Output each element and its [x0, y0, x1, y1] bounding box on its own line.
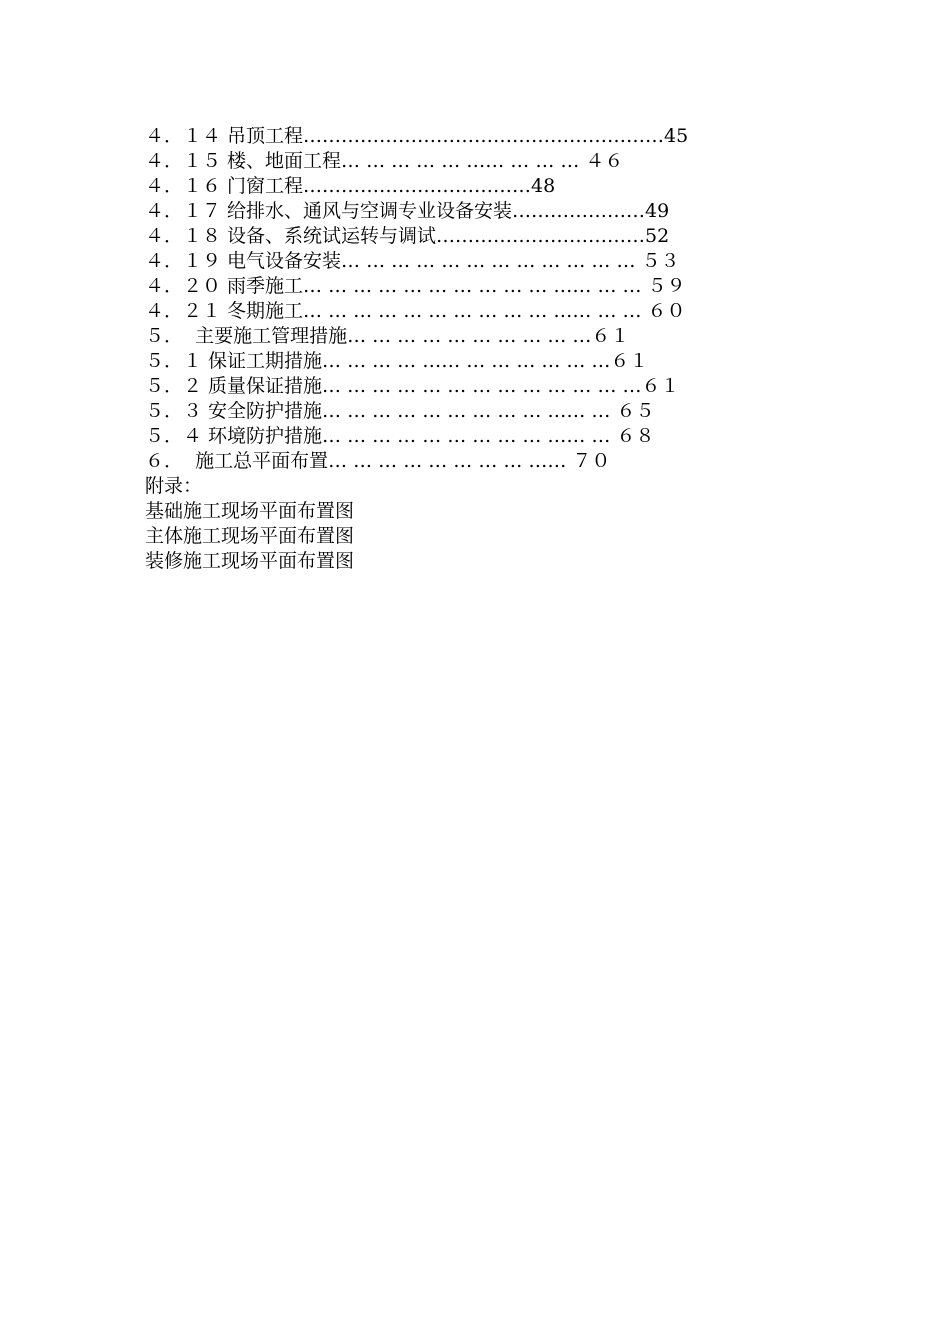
appendix-item-main-structure-layout: 主体施工现场平面布置图 — [145, 525, 355, 547]
toc-entry-4-20: ４．２０ 雨季施工… … … … … … … … … … …… … … ５９ — [145, 275, 686, 297]
toc-entry-4-15: ４．１５ 楼、地面工程… … … … … …… … … … ４６ — [145, 150, 624, 172]
toc-entry-6: ６． 施工总平面布置… … … … … … … … …… ７０ — [145, 450, 611, 472]
appendix-item-foundation-layout: 基础施工现场平面布置图 — [145, 500, 355, 522]
toc-entry-5-2: ５．２ 质量保证措施… … … … … … … … … … … … …６１ — [145, 375, 680, 397]
appendix-item-decoration-layout: 装修施工现场平面布置图 — [145, 550, 355, 572]
toc-entry-5: ５． 主要施工管理措施… … … … … … … … … …６１ — [145, 325, 630, 347]
appendix-heading: 附录： — [145, 475, 203, 497]
table-of-contents — [145, 124, 805, 574]
toc-entry-4-21: ４．２１ 冬期施工… … … … … … … … … … …… … … ６０ — [145, 300, 686, 322]
toc-entry-5-3: ５．３ 安全防护措施… … … … … … … … … …… … ６５ — [145, 400, 655, 422]
toc-entry-5-4: ５．４ 环境防护措施… … … … … … … … … …… … ６８ — [145, 425, 655, 447]
toc-entry-4-17: ４．１７ 给排水、通风与空调专业设备安装…………………49 — [145, 200, 670, 222]
toc-entry-4-18: ４．１８ 设备、系统试运转与调试……………………………52 — [145, 225, 670, 247]
toc-entry-4-14: ４．１４ 吊顶工程…………………………………………………45 — [145, 125, 689, 147]
toc-entry-5-1: ５．１ 保证工期措施… … … … …… … … … … … …６１ — [145, 350, 649, 372]
toc-entry-4-16: ４．１６ 门窗工程………………………………48 — [145, 175, 556, 197]
toc-entry-4-19: ４．１９ 电气设备安装… … … … … … … … … … … … ５３ — [145, 250, 680, 272]
